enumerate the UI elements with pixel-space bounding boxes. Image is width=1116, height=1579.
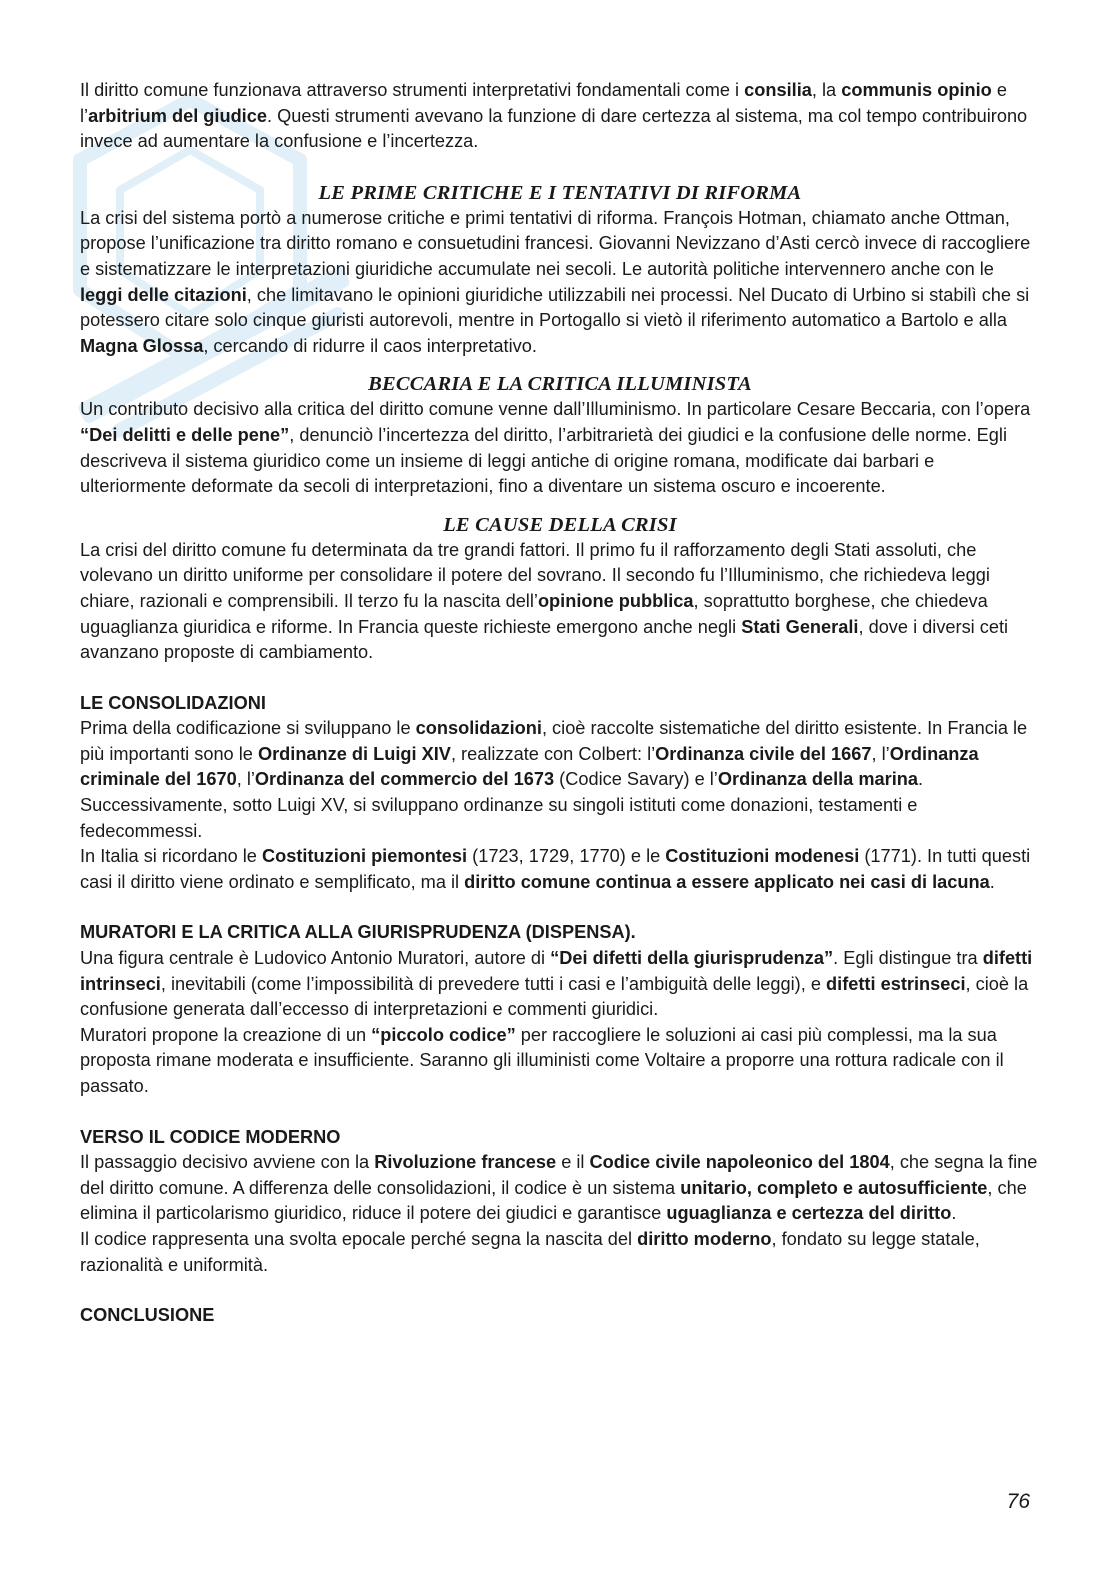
text-run: In Italia si ricordano le [80,846,262,867]
text-run: , l’ [236,769,255,790]
paragraph [80,716,1040,844]
text-run: e l’ [80,80,1007,126]
text-run: , denunciò l’incertezza del diritto, l’arbitrarietà dei giudici e la confusione delle norme. Egli descriveva il sistema giuridico come un insieme di leggi antiche di origine romana, modificate dai barbari e ulteriormente deformate da secoli di interpretazioni, fino a diventare un sistema oscuro e incoerente. [80,424,1008,497]
text-run: . Questi strumenti avevano la funzione di dare certezza al sistema, ma col tempo contribuirono invece ad aumentare la confusione e l’incertezza. [80,105,1028,152]
bold-term: Stati Generali [741,616,859,637]
text-run: Il codice rappresenta una svolta epocale perché segna la nascita del [80,1228,638,1249]
paragraph [80,397,1040,499]
text-run: . Egli distingue tra [833,948,983,969]
section-heading: LE CONSOLIDAZIONI [80,692,266,713]
section [80,895,1040,1099]
paragraph [80,538,1040,666]
text-run: . [951,1203,957,1224]
section [80,1278,1040,1329]
section-heading: CONCLUSIONE [80,1305,215,1326]
text-run: Il diritto comune funzionava attraverso strumenti interpretativi fondamentali come i [80,80,745,100]
text-run: . Successivamente, sotto Luigi XV, si sviluppano ordinanze su singoli istituti come donazioni, testamenti e fedecommessi. [80,769,924,841]
bold-term: Magna Glossa [80,335,204,356]
text-run: Il passaggio decisivo avviene con la [80,1152,375,1173]
bold-term: Ordinanze di Luigi XIV [257,743,451,764]
section-heading: LE PRIME CRITICHE E I TENTATIVI DI RIFORMA [318,181,802,204]
text-run: , cioè raccolte sistematiche del diritto esistente. In Francia le più importanti sono le [80,718,1028,764]
bold-term: arbitrium del giudice [88,105,267,126]
bold-term: Ordinanza civile del 1667 [655,743,872,764]
text-run: Una figura centrale è Ludovico Antonio Muratori, autore di [80,948,551,969]
text-run: La crisi del diritto comune fu determinata da tre grandi fattori. Il primo fu il rafforzamento degli Stati assoluti, che volevano un diritto uniforme per consolidare il potere del sovrano. Il secondo fu l’Illuminismo, che richiedeva leggi chiare, razionali e comprensibili. Il terzo fu la nascita dell’ [80,539,990,611]
paragraph [80,1150,1040,1227]
document-page [80,78,1040,1329]
section-heading: BECCARIA E LA CRITICA ILLUMINISTA [368,373,752,396]
text-run: , l’ [871,743,890,764]
paragraph [80,946,1040,1023]
bold-term: difetti intrinseci [80,948,1033,994]
text-run: e il [556,1152,590,1173]
text-run: Un contributo decisivo alla critica del diritto comune venne dall’Illuminismo. In particolare Cesare Beccaria, con l’opera [80,399,1031,420]
text-run: (1723, 1729, 1770) e le [467,846,666,867]
section [80,78,1040,155]
bold-term: “piccolo codice” [371,1024,516,1045]
text-run: La crisi del sistema portò a numerose critiche e primi tentativi di riforma. François Hotman, chiamato anche Ottman, propose l’unificazione tra diritto romano e consuetudini francesi. Giovanni Nevizzano d’Asti cercò invece di raccogliere e sistematizzare le interpretazioni giuridiche accumulate nei secoli. Le autorità politiche intervennero anche con le [80,207,1031,279]
text-run: , che elimina il particolarismo giuridico, riduce il potere dei giudici e garantisce [80,1177,1027,1224]
bold-term: communis opinio [841,80,992,100]
text-run: , cioè la confusione generata dall’eccesso di interpretazioni e commenti giuridici. [80,973,1029,1020]
section [80,500,1040,666]
text-run: . [989,871,995,892]
bold-term: Ordinanza della marina [717,769,918,790]
bold-term: diritto moderno [637,1228,772,1249]
text-run: , inevitabili (come l’impossibilità di prevedere tutti i casi e l’ambiguità delle leggi), e [160,973,827,994]
bold-term: Ordinanza criminale del 1670 [80,743,979,790]
bold-term: opinione pubblica [537,590,694,611]
bold-term: unitario, completo e autosufficiente [680,1177,988,1198]
section [80,666,1040,896]
section-heading: LE CAUSE DELLA CRISI [443,513,677,536]
bold-term: consilia [744,80,812,100]
bold-term: consolidazioni [415,718,542,739]
text-run: , che limitavano le opinioni giuridiche utilizzabili nei processi. Nel Ducato di Urbino si stabilì che si potessero citare solo cinque giuristi autorevoli, mentre in Portogallo si vietò il riferimento automatico a Bartolo e alla [80,284,1030,331]
section-heading: VERSO IL CODICE MODERNO [80,1126,341,1147]
text-run: Muratori propone la creazione di un [80,1024,372,1045]
bold-term: Costituzioni piemontesi [261,846,468,867]
bold-term: leggi delle citazioni [80,284,247,305]
bold-term: “Dei difetti della giurisprudenza” [550,948,834,969]
text-run: per raccogliere le soluzioni ai casi più complessi, ma la sua proposta rimane moderata e insufficiente. Saranno gli illuministi come Voltaire a proporre una rottura radicale con il passato. [80,1024,1004,1096]
page-number: 76 [1006,1490,1030,1513]
section [80,1100,1040,1279]
paragraph [80,844,1040,895]
text-run: , soprattutto borghese, che chiedeva uguaglianza giuridica e riforme. In Francia queste richieste emergono anche negli [80,590,988,637]
paragraph [80,78,1040,155]
bold-term: diritto comune continua a essere applicato nei casi di lacuna [464,871,990,892]
text-run: , che segna la fine del diritto comune. A differenza delle consolidazioni, il codice è un sistema [80,1152,1038,1198]
paragraph [80,1023,1040,1100]
bold-term: Rivoluzione francese [374,1152,557,1173]
section-heading: MURATORI E LA CRITICA ALLA GIURISPRUDENZA (DISPENSA). [80,922,636,943]
text-run: Prima della codificazione si sviluppano le [80,718,416,739]
bold-term: “Dei delitti e delle pene” [80,424,290,445]
section [80,359,1040,499]
text-run: , realizzate con Colbert: l’ [450,743,656,764]
text-run: (1771). In tutti questi casi il diritto viene ordinato e semplificato, ma il [80,846,1031,892]
text-run: , la [811,80,842,100]
bold-term: difetti estrinseci [826,973,966,994]
text-run: , cercando di ridurre il caos interpretativo. [203,335,537,356]
paragraph [80,206,1040,360]
bold-term: Codice civile napoleonico del 1804 [589,1152,890,1173]
bold-term: uguaglianza e certezza del diritto [666,1203,952,1224]
bold-term: Ordinanza del commercio del 1673 [254,769,555,790]
section [80,155,1040,360]
paragraph [80,1227,1040,1278]
text-run: (Codice Savary) e l’ [554,769,718,790]
text-run: , dove i diversi ceti avanzano proposte di cambiamento. [80,616,1009,663]
text-run: , fondato su legge statale, razionalità e uniformità. [80,1228,980,1275]
bold-term: Costituzioni modenesi [665,846,860,867]
